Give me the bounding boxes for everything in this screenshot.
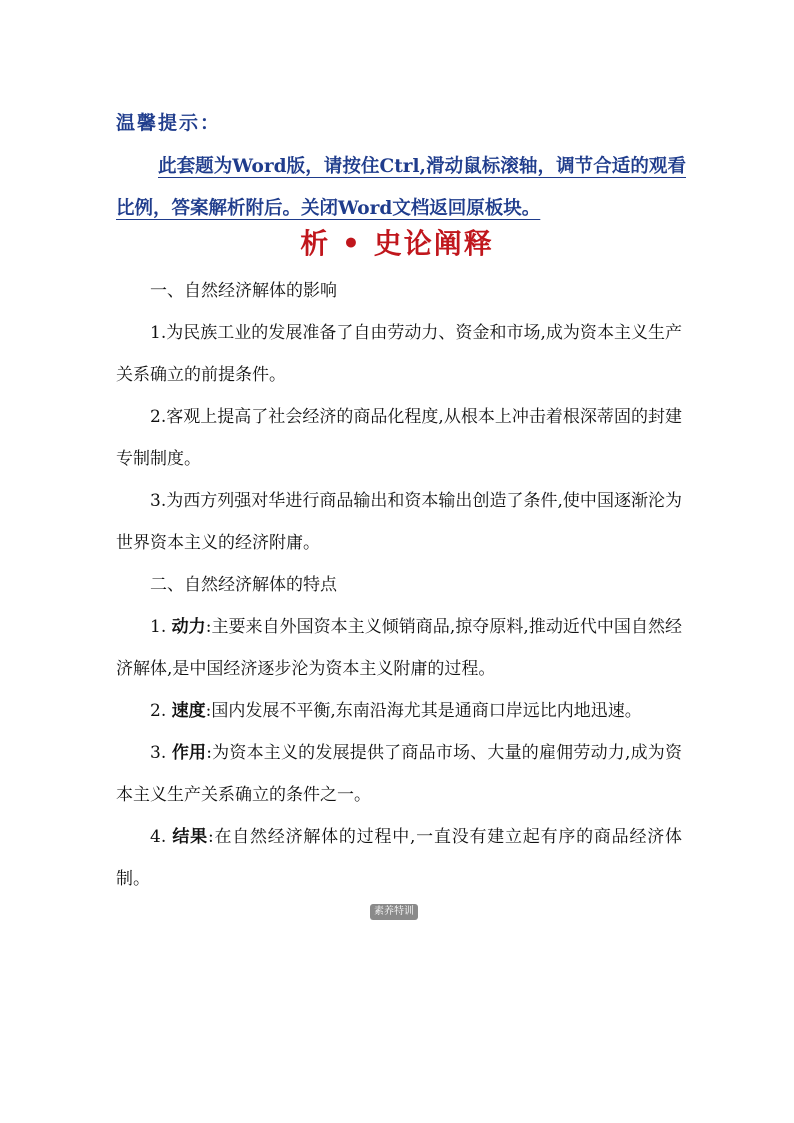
content: [116, 270, 682, 900]
item-number: 1.: [150, 617, 172, 637]
part2-item: [116, 816, 682, 900]
item-label: 动力: [171, 617, 206, 637]
item-number: 2.: [150, 701, 172, 721]
item-number: 4.: [150, 827, 173, 847]
part1-item: 3.为西方列强对华进行商品输出和资本输出创造了条件,使中国逐渐沦为世界资本主义的经济附庸。: [116, 491, 682, 553]
item-text: :为资本主义的发展提供了商品市场、大量的雇佣劳动力,成为资本主义生产关系确立的条件之一。: [116, 743, 682, 805]
part1-heading: 一、自然经济解体的影响: [150, 281, 337, 301]
part2-item: [116, 606, 682, 690]
part1-item: 1.为民族工业的发展准备了自由劳动力、资金和市场,成为资本主义生产关系确立的前提条件。: [116, 323, 682, 385]
item-label: 速度: [171, 701, 206, 721]
item-text: :在自然经济解体的过程中,一直没有建立起有序的商品经济体制。: [116, 827, 683, 889]
part2-item: [116, 732, 682, 816]
part1-item: 2.客观上提高了社会经济的商品化程度,从根本上冲击着根深蒂固的封建专制制度。: [116, 407, 682, 469]
item-text: :主要来自外国资本主义倾销商品,掠夺原料,推动近代中国自然经济解体,是中国经济逐步沦为资本主义附庸的过程。: [116, 617, 683, 679]
item-label: 作用: [171, 743, 207, 763]
tip-body-text: 此套题为Word版，请按住Ctrl,滑动鼠标滚轴，调节合适的观看比例，答案解析附后。关闭Word文档返回原板块。: [116, 156, 686, 219]
part2-item: [116, 690, 682, 732]
tip-heading: 温馨提示：: [116, 112, 222, 134]
training-badge[interactable]: 素养特训: [370, 904, 418, 920]
item-text: :国内发展不平衡,东南沿海尤其是通商口岸远比内地迅速。: [205, 701, 642, 721]
item-number: 3.: [150, 743, 172, 763]
tip-body: [116, 146, 686, 230]
section-title: 析 • 史论阐释: [300, 227, 494, 260]
part2-heading: 二、自然经济解体的特点: [150, 575, 337, 595]
item-label: 结果: [172, 827, 208, 847]
